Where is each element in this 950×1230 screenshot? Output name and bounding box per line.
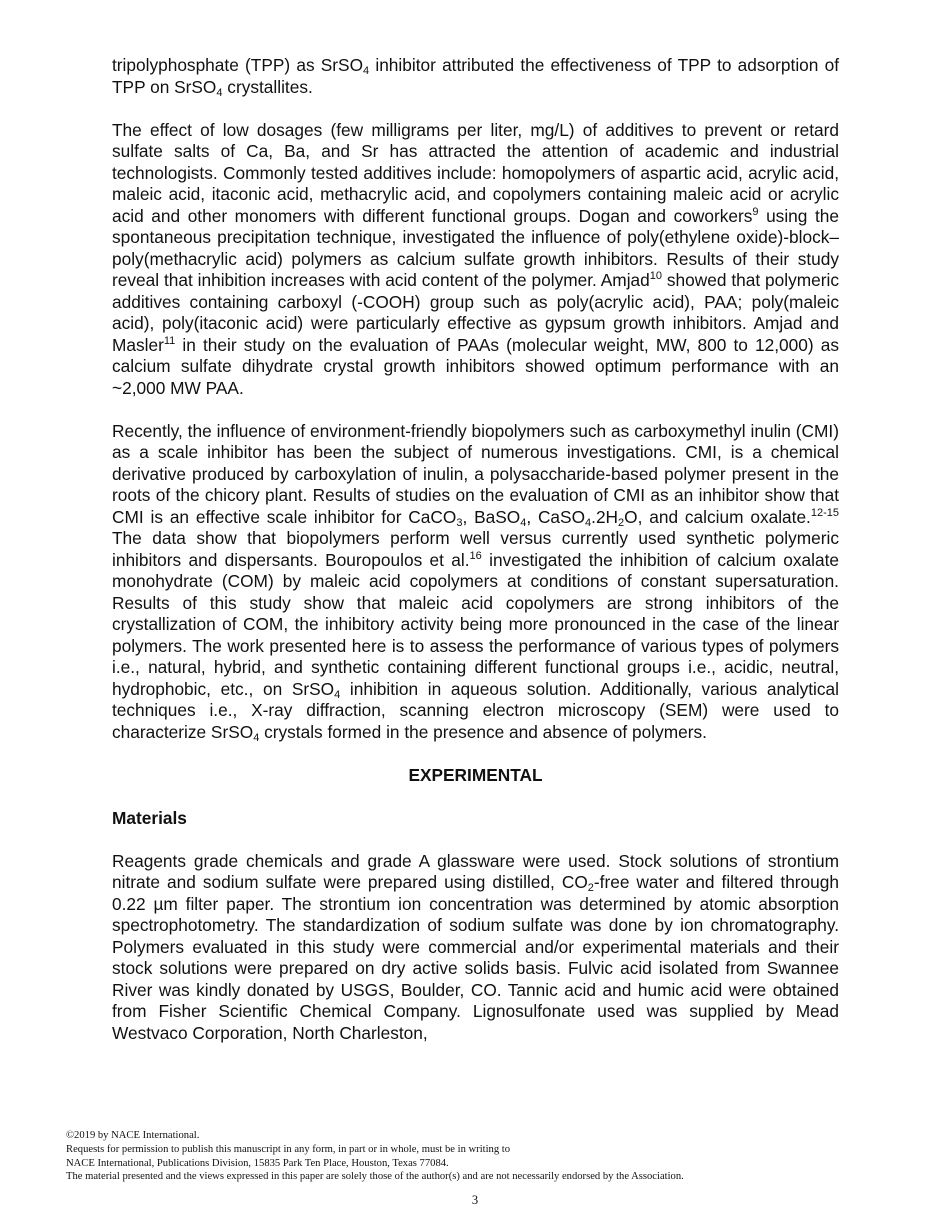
footer-address-line: NACE International, Publications Division, 15835 Park Ten Place, Houston, Texas 77084. <box>66 1157 449 1169</box>
section-heading-experimental: EXPERIMENTAL <box>408 764 543 785</box>
paragraph-biopolymers: Recently, the influence of environment-friendly biopolymers such as carboxymethyl inulin (CMI) as a scale inhibitor has been the subject of numerous investigations. CMI, is a chemical derivative produced by carboxylation of inulin, a polysaccharide-based polymer present in the roots of the chicory plant. Results of studies on the evaluation of CMI as an inhibitor show that CMI is an effective scale inhibitor for CaCO$_3$, BaSO$_4$, $CaSO_4.2H_2O$, and calcium oxalate.$^{12-15}$ The data show that biopolymers perform well versus currently used synthetic polymeric inhibitors and dispersants. Bouropoulos et al.$^{16}$ investigated the inhibition of calcium oxalate monohydrate (COM) by maleic acid copolymers at conditions of constant supersaturation. Results of this study show that maleic acid copolymers are strong inhibitors of the crystallization of COM, the inhibitory activity being more pronounced in the case of the linear polymers. The work presented here is to assess the performance of various types of polymers i.e., natural, hybrid, and synthetic containing different functional groups i.e., acidic, neutral, hydrophobic, etc., on SrSO$_4$ inhibition in aqueous solution. Additionally, various analytical techniques i.e., X-ray diffraction, scanning electron microscopy (SEM) were used to characterize SrSO$_4$ crystals formed in the presence and absence of polymers. <box>112 420 839 744</box>
footer-copyright: ©2019 by NACE International. <box>66 1130 200 1141</box>
footer-disclaimer-line: The material presented and the views expressed in this paper are solely those of the author(s) and are not necessarily endorsed by the Association. <box>66 1171 684 1183</box>
paragraph-materials: Reagents grade chemicals and grade A glassware were used. Stock solutions of strontium nitrate and sodium sulfate were prepared using distilled, $CO_2$-free water and filtered through 0.22 µm filter paper. The strontium ion concentration was determined by atomic absorption spectrophotometry. The standardization of sodium sulfate was done by ion chromatography. Polymers evaluated in this study were commercial and/or experimental materials and their stock solutions were prepared on dry active solids basis. Fulvic acid isolated from Swannee River was kindly donated by USGS, Boulder, CO. Tannic acid and humic acid were obtained from Fisher Scientific Chemical Company. Lignosulfonate used was supplied by Mead Westvaco Corporation, North Charleston, <box>112 850 840 1043</box>
body-text <box>112 55 839 1044</box>
page-number: 3 <box>471 1193 479 1207</box>
copyright-footer <box>66 1129 886 1184</box>
subheading-materials: Materials <box>112 807 187 828</box>
paragraph-additives: The effect of low dosages (few milligrams per liter, mg/L) of additives to prevent or retard sulfate salts of Ca, Ba, and Sr has attracted the attention of academic and industrial technologists. Commonly tested additives include: homopolymers of aspartic acid, acrylic acid, maleic acid, itaconic acid, methacrylic acid, and copolymers containing maleic acid or acrylic acid and other monomers with different functional groups. Dogan and coworkers$^9$ using the spontaneous precipitation technique, investigated the influence of poly(ethylene oxide)-block–poly(methacrylic acid) polymers as calcium sulfate growth inhibitors. Results of their study reveal that inhibition increases with acid content of the polymer. Amjad$^{10}$ showed that polymeric additives containing carboxyl (-COOH) group such as poly(acrylic acid), PAA; poly(maleic acid), poly(itaconic acid) were particularly effective as gypsum growth inhibitors. Amjad and Masler$^{11}$ in their study on the evaluation of PAAs (molecular weight, MW, 800 to 12,000) as calcium sulfate dihydrate crystal growth inhibitors showed optimum performance with an ~2,000 MW PAA. <box>112 119 839 398</box>
paragraph-tpp: tripolyphosphate (TPP) as SrSO$_4$ inhibitor attributed the effectiveness of TPP to adsorption of TPP on SrSO$_4$ crystallites. <box>112 55 839 99</box>
footer-permission-line: Requests for permission to publish this manuscript in any form, in part or in whole, must be in writing to <box>66 1143 511 1155</box>
